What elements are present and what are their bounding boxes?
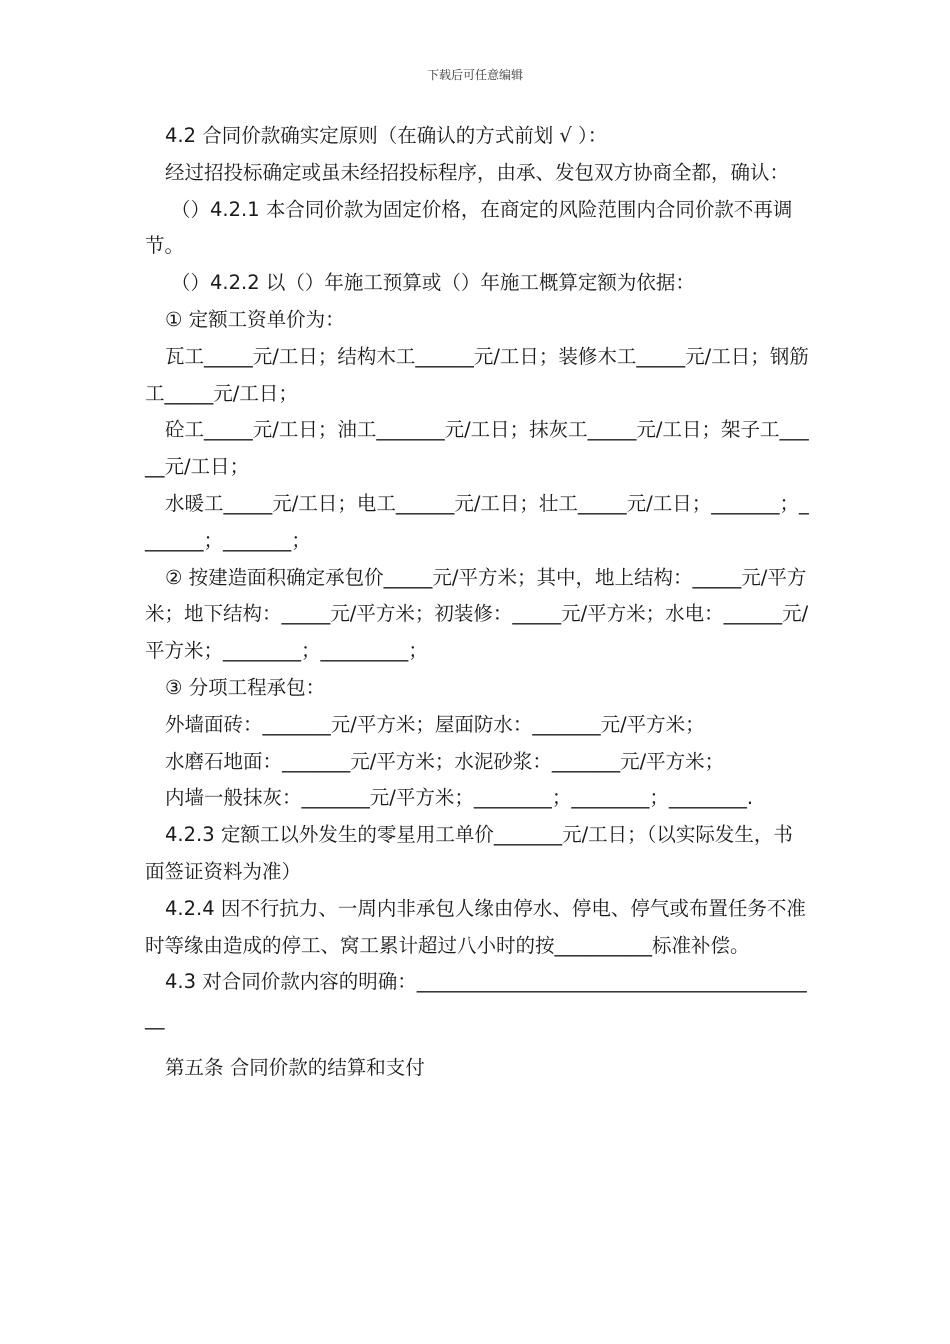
paragraph-9: ② 按建造面积确定承包价_____元/平方米；其中，地上结构：_____元/平方米；地下结构：_____元/平方米；初装修：_____元/平方米；水电：______元/平方米；________；_________；: [145, 565, 809, 663]
paragraph-5: ① 定额工资单价为：: [165, 307, 345, 331]
paragraph-12: 水磨石地面：_______元/平方米；水泥砂浆：_______元/平方米；: [165, 749, 725, 773]
paragraph-16: 4.3 对合同价款内容的明确：__________________________________________: [145, 970, 807, 1031]
paragraph-13: 内墙一般抹灰：_______元/平方米；________；________；________.: [165, 786, 754, 810]
paragraph-1: 4.2 合同价款确实定原则（在确认的方式前划 √ ）：: [165, 124, 608, 147]
page-header: 下载后可任意编辑: [426, 68, 523, 82]
paragraph-2: 经过招投标确定或虽未经招投标程序，由承、发包双方协商全都，确认：: [165, 160, 790, 184]
paragraph-15: 4.2.4 因不行抗力、一周内非承包人缘由停水、停电、停气或布置任务不准时等缘由造成的停工、窝工累计超过八小时的按__________标准补偿。: [145, 896, 806, 957]
paragraph-4: （）4.2.2 以（）年施工预算或（）年施工概算定额为依据：: [171, 271, 695, 295]
document-body: [145, 118, 810, 1087]
paragraph-3: （）4.2.1 本合同价款为固定价格，在商定的风险范围内合同价款不再调节。: [145, 197, 793, 258]
paragraph-6: 瓦工_____元/工日；结构木工______元/工日；装修木工_____元/工日；钢筋工_____元/工日；: [145, 344, 809, 405]
paragraph-14: 4.2.3 定额工以外发生的零星用工单价_______元/工日；（以实际发生，书面签证资料为准）: [145, 823, 793, 883]
paragraph-17: 第五条 合同价款的结算和支付: [165, 1055, 425, 1079]
paragraph-11: 外墙面砖：_______元/平方米；屋面防水：_______元/平方米；: [165, 712, 705, 736]
paragraph-8: 水暖工_____元/工日；电工______元/工日；壮工_____元/工日；_______；_______；_______；: [145, 491, 809, 552]
paragraph-7: 砼工_____元/工日；油工_______元/工日；抹灰工_____元/工日；架子工_____元/工日；: [145, 418, 809, 479]
paragraph-10: ③ 分项工程承包：: [165, 675, 326, 699]
